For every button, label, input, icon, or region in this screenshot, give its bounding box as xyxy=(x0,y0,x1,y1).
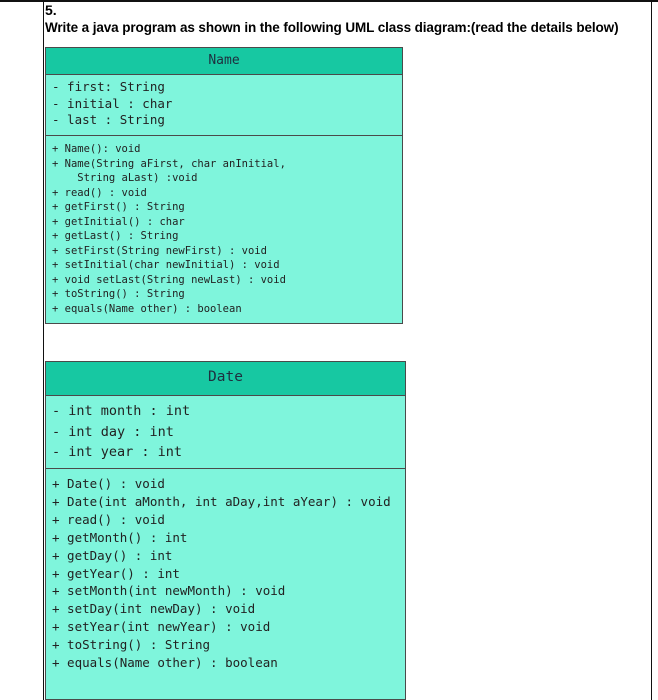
operation-row: + void setLast(String newLast) : void xyxy=(52,273,286,286)
attribute-row: - initial : char xyxy=(52,95,173,111)
uml-class-name xyxy=(45,47,403,324)
attribute-row: - int year : int xyxy=(52,444,183,460)
attribute-section xyxy=(46,75,402,136)
page-right-border xyxy=(651,0,652,700)
operation-row: + getMonth() : int xyxy=(52,529,188,545)
attribute-row: - int day : int xyxy=(52,423,174,440)
operation-row: + setInitial(char newInitial) : void xyxy=(52,259,280,271)
operation-row: + getYear() : int xyxy=(52,565,180,581)
operation-row: + setMonth(int newMonth) : void xyxy=(52,583,286,599)
page-top-border xyxy=(0,0,658,2)
operation-row: + getInitial() : char xyxy=(52,215,185,228)
operation-row: + setYear(int newYear) : void xyxy=(52,619,271,635)
attribute-row: - int month : int xyxy=(52,403,191,419)
question-number: 5. xyxy=(45,2,57,18)
operation-row: + setFirst(String newFirst) : void xyxy=(52,244,267,257)
operation-row: + read() : void xyxy=(52,511,165,527)
operation-section xyxy=(46,469,405,672)
operation-section xyxy=(46,136,402,316)
attribute-section xyxy=(46,396,405,469)
operation-row: + getDay() : int xyxy=(52,547,173,563)
attribute-row: - first: String xyxy=(52,79,165,94)
operation-row: + Date() : void xyxy=(52,476,165,491)
operation-row: + setDay(int newDay) : void xyxy=(52,601,256,617)
attribute-row: - last : String xyxy=(52,112,165,127)
uml-class-date xyxy=(45,361,406,700)
operation-row: + Name(String aFirst, char anInitial, xyxy=(52,157,286,170)
operation-row: + toString() : String xyxy=(52,637,211,653)
class-title: Name xyxy=(46,48,402,75)
class-title: Date xyxy=(46,362,405,396)
operation-row: + getLast() : String xyxy=(52,230,179,242)
operation-row: + Date(int aMonth, int aDay,int aYear) : void xyxy=(52,493,391,509)
page-left-border xyxy=(43,0,44,700)
operation-row: + read() : void xyxy=(52,186,147,199)
operation-row: String aLast) :void xyxy=(52,172,198,184)
operation-row: + getFirst() : String xyxy=(52,201,185,213)
operation-row: + equals(Name other) : boolean xyxy=(52,655,278,671)
question-text: Write a java program as shown in the following UML class diagram:(read the details below) xyxy=(45,20,619,35)
operation-row: + Name(): void xyxy=(52,143,141,155)
operation-row: + equals(Name other) : boolean xyxy=(52,302,242,315)
operation-row: + toString() : String xyxy=(52,288,185,300)
